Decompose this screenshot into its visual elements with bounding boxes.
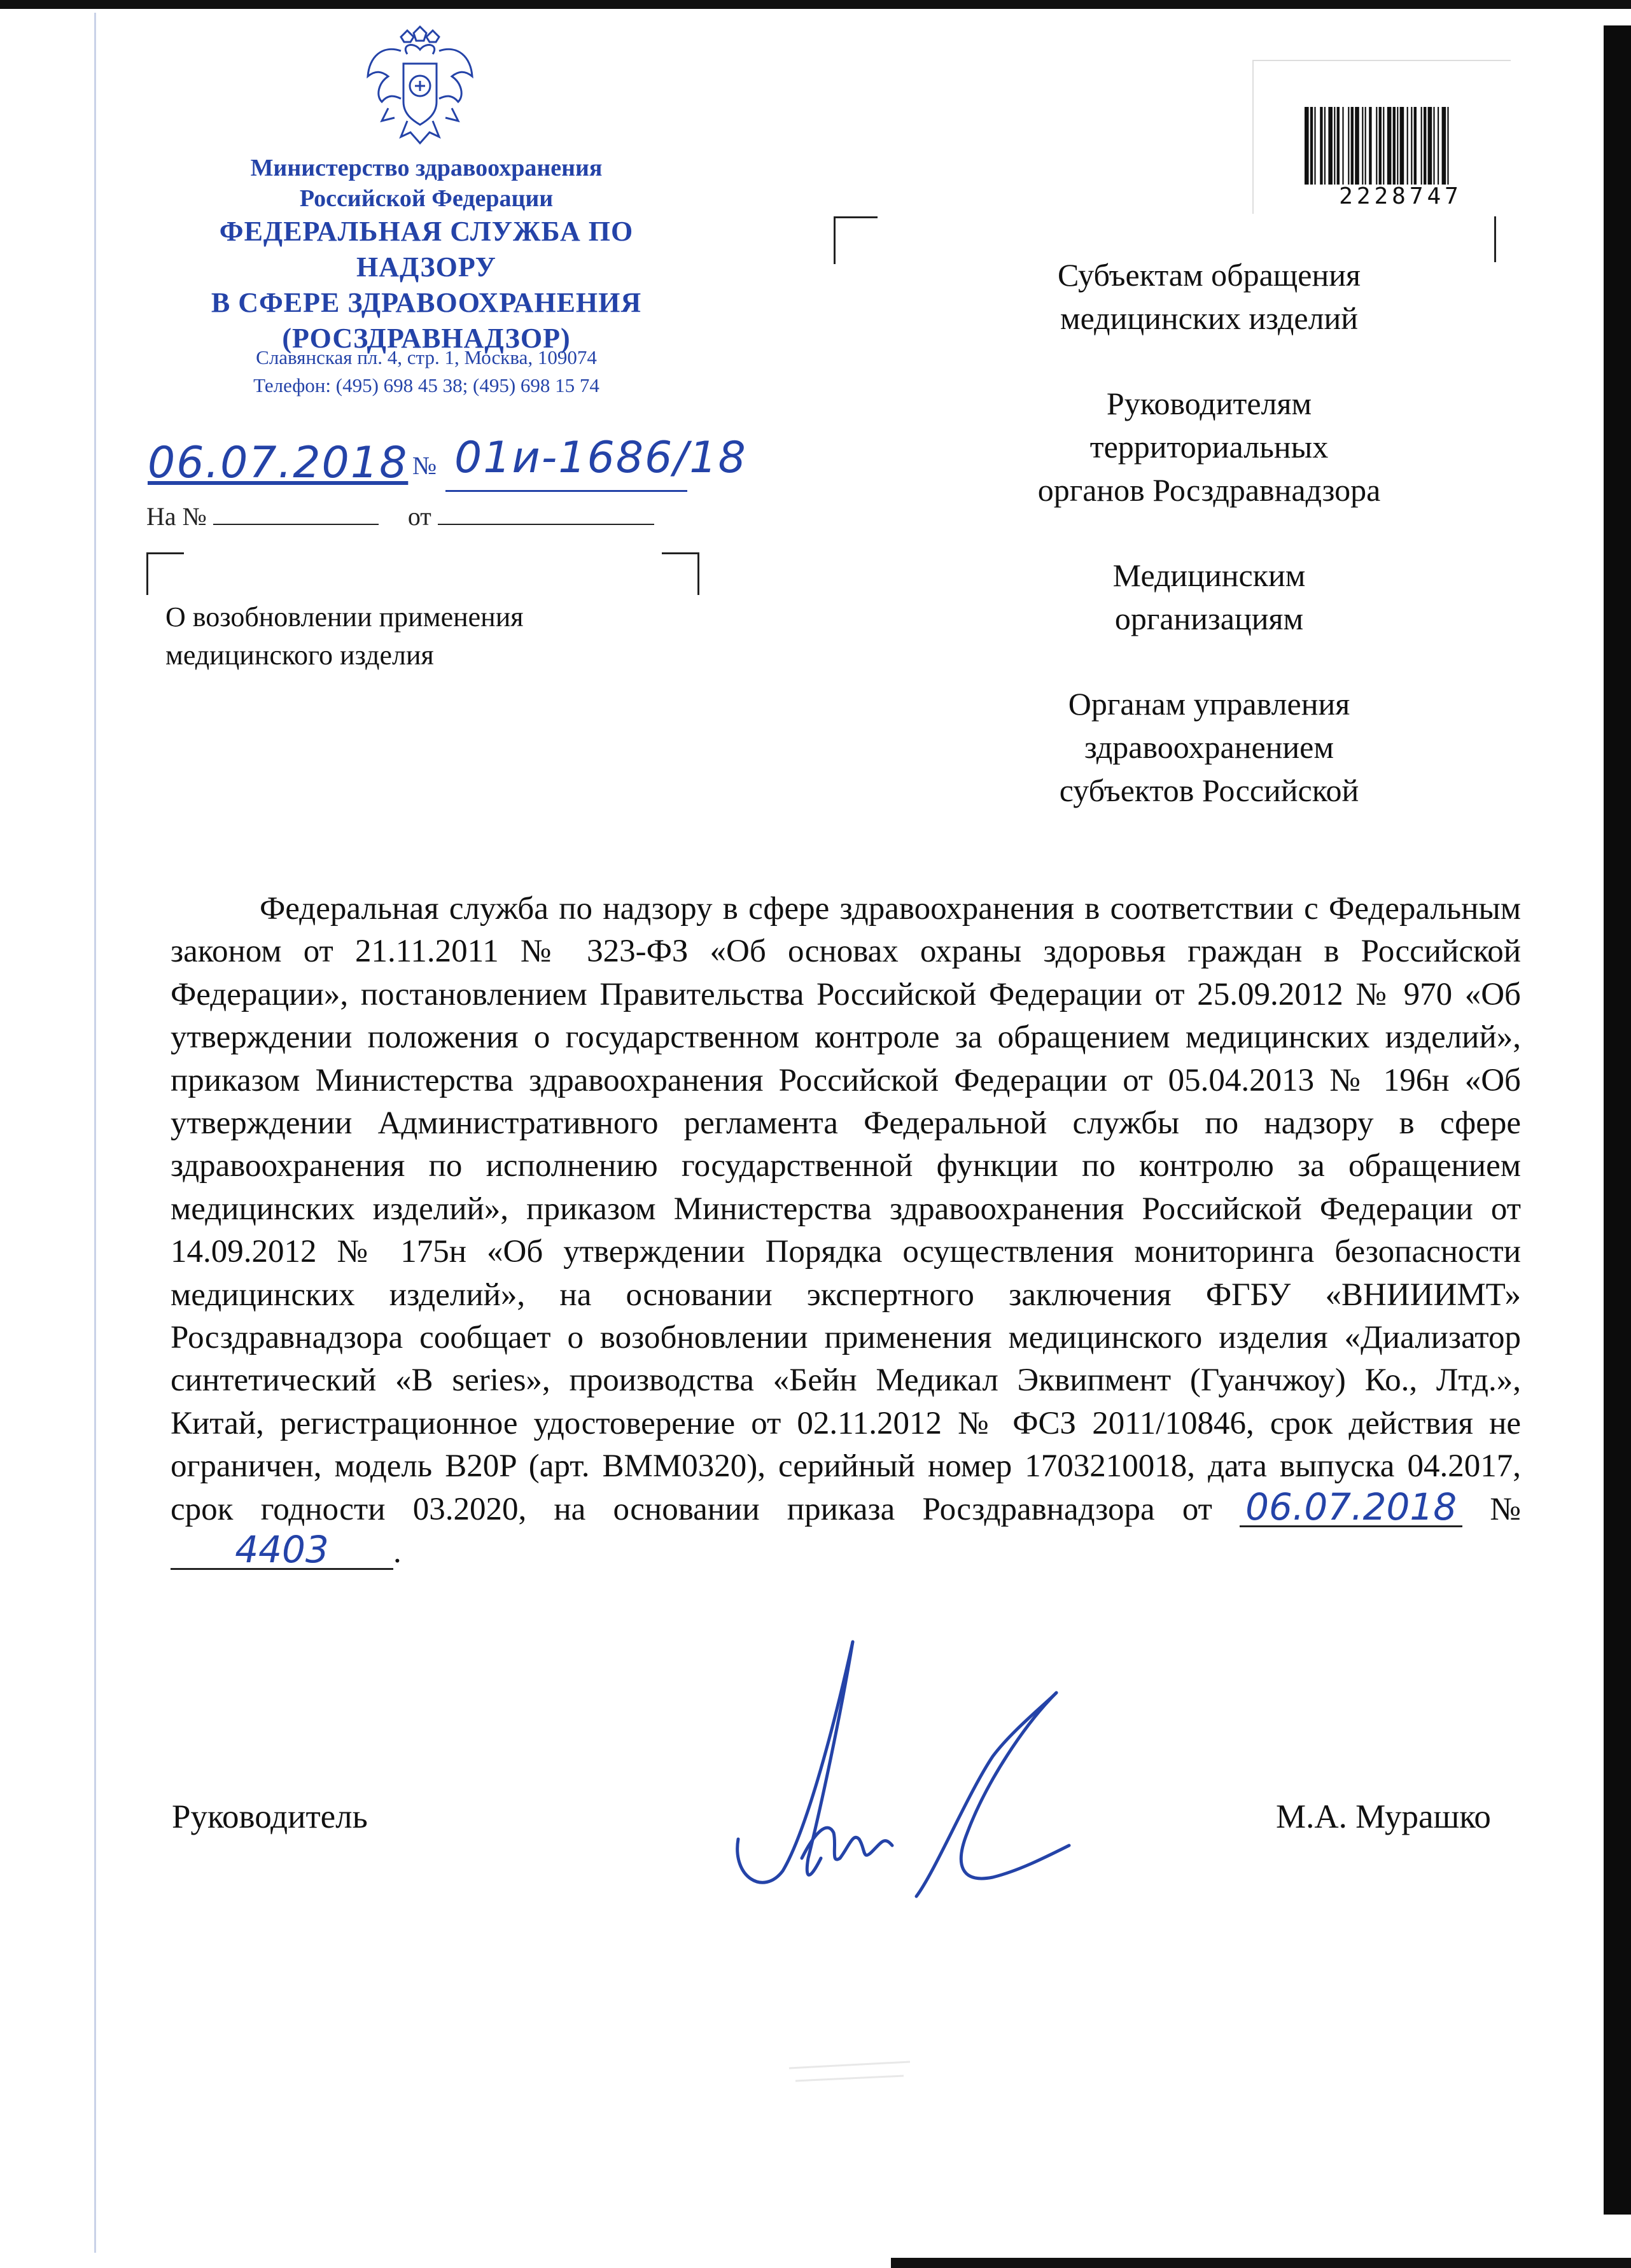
service-line-1: ФЕДЕРАЛЬНАЯ СЛУЖБА ПО НАДЗОРУ	[219, 216, 634, 283]
addressee-line: Органам управления	[1068, 686, 1350, 722]
service-address	[146, 344, 706, 400]
letter-subject: О возобновлении применения медицинского изделия	[165, 601, 524, 671]
barcode-number: 2228747	[1339, 183, 1462, 209]
scan-edge-top	[0, 0, 1631, 9]
reference-from: от	[407, 502, 431, 531]
subject-corner-left	[146, 552, 184, 595]
body-paragraph: Федеральная служба по надзору в сфере здравоохранения в соответствии с Федеральным законом от 21.11.2011 № 323-ФЗ «Об основах охраны здоровья граждан в Российской Федерации», постановлением Правительства Российской Федерации от 25.09.2012 № 970 «Об утверждении положения о государственном контроле за обращением медицинских изделий», приказом Министерства здравоохранения Российской Федерации от 05.04.2013 № 196н «Об утверждении Административного регламента Федеральной службы по надзору в сфере здравоохранения по исполнению государственной функции по контролю за обращением медицинских изделий», приказом Министерства здравоохранения Российской Федерации от 14.09.2012 № 175н «Об утверждении Порядка осуществления мониторинга безопасности медицинских изделий», на основании экспертного заключения ФГБУ «ВНИИИМТ» Росздравнадзора сообщает о возобновлении применения медицинского изделия «Диализатор синтетический «B series», производства «Бейн Медикал Эквипмент (Гуанчжоу) Ко., Лтд.», Китай, регистрационное удостоверение от 02.11.2012 № ФСЗ 2011/10846, срок действия не ограничен, модель B20P (арт. BMM0320), серийный номер 1703210018, дата выпуска 04.2017, срок годности 03.2020, на основании приказа Росздравнадзора	[171, 891, 1521, 1527]
registration-underline	[445, 490, 687, 492]
registration-number: 01и-1686/18	[454, 433, 747, 483]
addressee-line: Субъектам обращения	[1058, 257, 1361, 293]
handwritten-signature-icon	[725, 1629, 1082, 1960]
signer-title: Руководитель	[172, 1798, 368, 1835]
addressee-group	[980, 682, 1438, 812]
addressee-line: здравоохранением	[1084, 729, 1334, 765]
order-prefix: от	[1182, 1491, 1212, 1527]
addressee-list	[980, 253, 1438, 854]
registration-no-sign: №	[412, 451, 437, 480]
addressee-corner-right	[1494, 216, 1496, 262]
ministry-name	[146, 153, 706, 214]
signer-name: М.А. Мурашко	[1276, 1798, 1491, 1835]
address-line-2: Телефон: (495) 698 45 38; (495) 698 15 74	[253, 374, 599, 396]
ministry-line-2: Российской Федерации	[299, 185, 554, 212]
reference-prefix: На №	[146, 502, 207, 531]
order-number: 4403	[171, 1531, 393, 1570]
addressee-line: органов Росздравнадзора	[1037, 472, 1381, 508]
reference-number-field	[213, 502, 379, 525]
service-line-2: В СФЕРЕ ЗДРАВООХРАНЕНИЯ	[211, 287, 642, 318]
faint-stamp-icon	[783, 2043, 923, 2100]
addressee-line: Руководителям	[1106, 386, 1312, 421]
scan-edge-right	[1604, 25, 1631, 2215]
order-no-sign: №	[1490, 1491, 1521, 1527]
scan-edge-left	[94, 13, 96, 2253]
addressee-line: организациям	[1114, 601, 1304, 636]
addressee-corner-left	[834, 216, 878, 264]
reference-line	[146, 501, 654, 531]
addressee-group	[980, 554, 1438, 640]
scan-edge-bottom	[891, 2258, 1631, 2268]
reference-date-field	[438, 502, 654, 525]
barcode-icon	[1305, 107, 1497, 185]
subject-corner-right	[662, 552, 699, 595]
coat-of-arms-icon	[363, 25, 477, 153]
addressee-group	[980, 382, 1438, 512]
addressee-line: территориальных	[1089, 429, 1329, 465]
registration-date: 06.07.2018	[148, 438, 409, 488]
addressee-line: Медицинским	[1112, 557, 1306, 593]
addressee-group	[980, 253, 1438, 340]
ministry-line-1: Министерство здравоохранения	[250, 155, 603, 181]
letter-body	[171, 888, 1521, 1574]
service-name	[146, 214, 706, 356]
order-end: .	[393, 1534, 402, 1571]
address-line-1: Славянская пл. 4, стр. 1, Москва, 109074	[256, 346, 597, 368]
order-date: 06.07.2018	[1240, 1488, 1462, 1527]
addressee-line: медицинских изделий	[1060, 300, 1359, 336]
addressee-line: субъектов Российской	[1059, 773, 1359, 808]
service-line-3: (РОСЗДРАВНАДЗОР)	[282, 323, 571, 354]
